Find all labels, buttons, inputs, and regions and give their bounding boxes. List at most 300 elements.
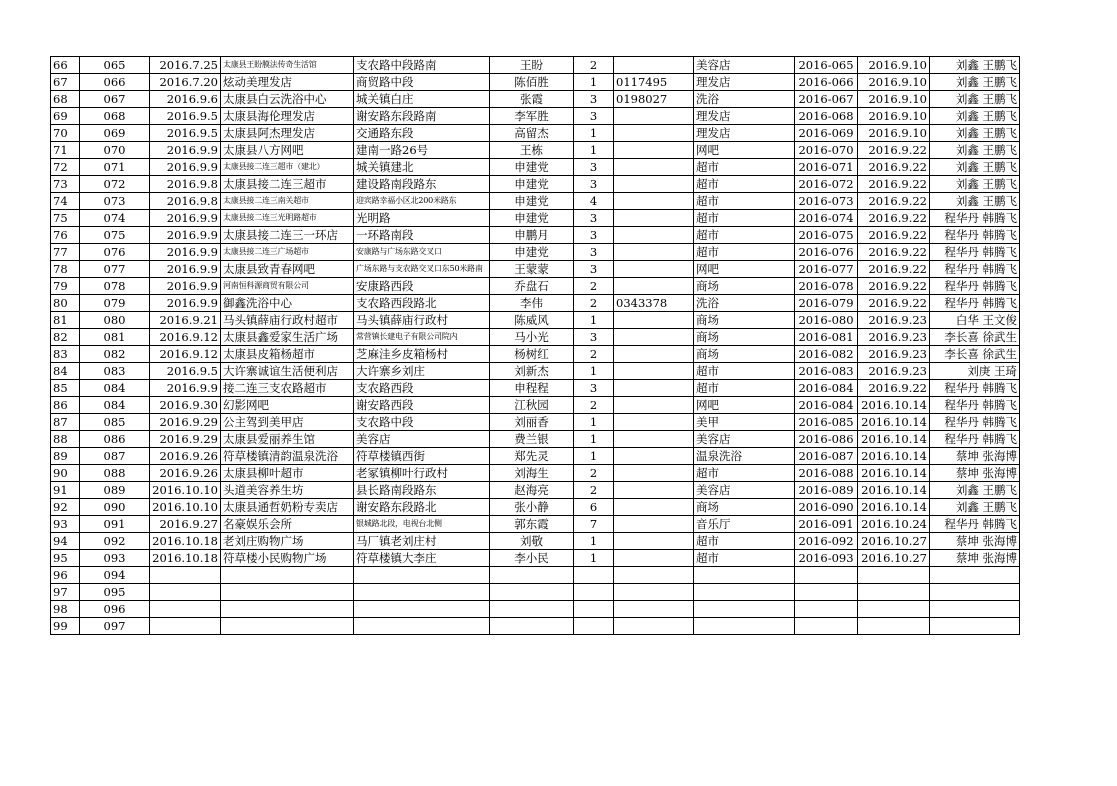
table-row: [51, 431, 1020, 448]
cell-record-number: 2016-081: [795, 329, 858, 346]
cell-serial-number: 094: [80, 567, 150, 584]
cell-license-number: [614, 346, 694, 363]
registration-table: [50, 56, 1020, 635]
cell-business-name: 太康县八方网吧: [221, 142, 354, 159]
cell-approval-date: 2016.9.22: [858, 193, 930, 210]
cell-business-name: 太康县王盼膜法传奇生活馆: [221, 57, 354, 74]
cell-inspectors: 程华丹 韩腾飞: [930, 278, 1020, 295]
cell-serial-number: 088: [80, 465, 150, 482]
cell-apply-date: 2016.9.9: [150, 142, 221, 159]
cell-business-name: 马头镇薛庙行政村超市: [221, 312, 354, 329]
cell-contact-person: 费兰银: [490, 431, 574, 448]
cell-approval-date: 2016.9.10: [858, 108, 930, 125]
cell-apply-date: [150, 618, 221, 635]
cell-approval-date: 2016.9.10: [858, 74, 930, 91]
table-row: [51, 448, 1020, 465]
cell-address: 建南一路26号: [354, 142, 490, 159]
cell-contact-person: 陈佰胜: [490, 74, 574, 91]
cell-row-number: 68: [51, 91, 80, 108]
cell-record-number: [795, 584, 858, 601]
cell-contact-person: 王栋: [490, 142, 574, 159]
cell-row-number: 71: [51, 142, 80, 159]
cell-row-number: 91: [51, 482, 80, 499]
cell-count: 1: [574, 533, 614, 550]
cell-apply-date: 2016.10.18: [150, 550, 221, 567]
cell-inspectors: 程华丹 韩腾飞: [930, 397, 1020, 414]
cell-business-name: 太康县致青春网吧: [221, 261, 354, 278]
table-row: [51, 312, 1020, 329]
cell-contact-person: 申建党: [490, 193, 574, 210]
cell-business-type: 超市: [694, 227, 795, 244]
cell-serial-number: 074: [80, 210, 150, 227]
cell-address: [354, 618, 490, 635]
cell-contact-person: 刘丽香: [490, 414, 574, 431]
cell-business-type: 商场: [694, 329, 795, 346]
cell-contact-person: [490, 584, 574, 601]
cell-address: 谢安路东段路南: [354, 108, 490, 125]
cell-business-name: 太康县接二连三一环店: [221, 227, 354, 244]
cell-apply-date: 2016.9.9: [150, 380, 221, 397]
cell-serial-number: 090: [80, 499, 150, 516]
table-row: [51, 380, 1020, 397]
cell-business-type: 超市: [694, 363, 795, 380]
cell-business-type: 美容店: [694, 482, 795, 499]
cell-count: 4: [574, 193, 614, 210]
cell-serial-number: 086: [80, 431, 150, 448]
cell-license-number: [614, 57, 694, 74]
cell-inspectors: 程华丹 韩腾飞: [930, 261, 1020, 278]
cell-apply-date: 2016.9.8: [150, 193, 221, 210]
cell-address: 商贸路中段: [354, 74, 490, 91]
cell-license-number: [614, 414, 694, 431]
cell-business-name: 符草楼小民购物广场: [221, 550, 354, 567]
cell-approval-date: 2016.10.14: [858, 465, 930, 482]
cell-serial-number: 095: [80, 584, 150, 601]
cell-apply-date: 2016.10.10: [150, 482, 221, 499]
cell-row-number: 93: [51, 516, 80, 533]
cell-row-number: 97: [51, 584, 80, 601]
cell-license-number: [614, 482, 694, 499]
cell-contact-person: [490, 567, 574, 584]
cell-record-number: 2016-073: [795, 193, 858, 210]
cell-apply-date: 2016.9.5: [150, 108, 221, 125]
cell-record-number: 2016-077: [795, 261, 858, 278]
cell-address: 迎宾路幸福小区北200米路东: [354, 193, 490, 210]
cell-approval-date: 2016.9.10: [858, 91, 930, 108]
cell-business-name: 太康县海伦理发店: [221, 108, 354, 125]
cell-address: 银城路北段，电视台北侧: [354, 516, 490, 533]
table-row: [51, 584, 1020, 601]
table-row: [51, 278, 1020, 295]
cell-record-number: 2016-088: [795, 465, 858, 482]
cell-record-number: 2016-089: [795, 482, 858, 499]
cell-record-number: [795, 567, 858, 584]
cell-license-number: [614, 448, 694, 465]
cell-row-number: 75: [51, 210, 80, 227]
cell-inspectors: 程华丹 韩腾飞: [930, 431, 1020, 448]
cell-row-number: 98: [51, 601, 80, 618]
cell-serial-number: 092: [80, 533, 150, 550]
cell-serial-number: 075: [80, 227, 150, 244]
cell-business-name: 太康县接二连三广场超市: [221, 244, 354, 261]
cell-inspectors: 程华丹 韩腾飞: [930, 295, 1020, 312]
cell-record-number: 2016-068: [795, 108, 858, 125]
table-row: [51, 125, 1020, 142]
table-row: [51, 516, 1020, 533]
cell-row-number: 74: [51, 193, 80, 210]
cell-inspectors: [930, 618, 1020, 635]
cell-serial-number: 078: [80, 278, 150, 295]
cell-address: [354, 567, 490, 584]
table-row: [51, 108, 1020, 125]
cell-apply-date: 2016.9.21: [150, 312, 221, 329]
cell-count: 2: [574, 57, 614, 74]
cell-approval-date: 2016.9.22: [858, 227, 930, 244]
cell-contact-person: 张小静: [490, 499, 574, 516]
cell-business-name: 名豪娱乐会所: [221, 516, 354, 533]
table-row: [51, 414, 1020, 431]
cell-count: 3: [574, 210, 614, 227]
cell-count: 2: [574, 295, 614, 312]
cell-business-name: 太康县通哲奶粉专卖店: [221, 499, 354, 516]
cell-approval-date: 2016.9.22: [858, 176, 930, 193]
cell-row-number: 94: [51, 533, 80, 550]
cell-approval-date: 2016.9.22: [858, 142, 930, 159]
cell-address: 安康路与广场东路交叉口: [354, 244, 490, 261]
cell-contact-person: 高留杰: [490, 125, 574, 142]
cell-approval-date: 2016.10.14: [858, 397, 930, 414]
cell-business-type: [694, 618, 795, 635]
cell-row-number: 83: [51, 346, 80, 363]
table-row: [51, 142, 1020, 159]
cell-address: 县长路南段路东: [354, 482, 490, 499]
cell-business-type: 洗浴: [694, 91, 795, 108]
cell-business-type: 商场: [694, 346, 795, 363]
cell-row-number: 87: [51, 414, 80, 431]
cell-contact-person: 郑先灵: [490, 448, 574, 465]
cell-row-number: 90: [51, 465, 80, 482]
cell-contact-person: 王盼: [490, 57, 574, 74]
cell-license-number: [614, 159, 694, 176]
cell-serial-number: 070: [80, 142, 150, 159]
cell-record-number: 2016-082: [795, 346, 858, 363]
cell-business-type: 超市: [694, 193, 795, 210]
cell-inspectors: 刘鑫 王鹏飞: [930, 74, 1020, 91]
cell-count: 7: [574, 516, 614, 533]
cell-row-number: 88: [51, 431, 80, 448]
cell-business-type: 超市: [694, 550, 795, 567]
cell-inspectors: 蔡坤 张海博: [930, 448, 1020, 465]
cell-record-number: 2016-084: [795, 380, 858, 397]
cell-serial-number: 080: [80, 312, 150, 329]
cell-inspectors: 刘庚 王琦: [930, 363, 1020, 380]
cell-approval-date: 2016.9.22: [858, 295, 930, 312]
cell-apply-date: 2016.9.26: [150, 465, 221, 482]
cell-record-number: 2016-078: [795, 278, 858, 295]
cell-inspectors: 刘鑫 王鹏飞: [930, 499, 1020, 516]
cell-contact-person: 申建党: [490, 210, 574, 227]
cell-address: 光明路: [354, 210, 490, 227]
cell-inspectors: 刘鑫 王鹏飞: [930, 142, 1020, 159]
cell-count: [574, 567, 614, 584]
cell-business-name: 炫动美理发店: [221, 74, 354, 91]
cell-inspectors: 程华丹 韩腾飞: [930, 414, 1020, 431]
cell-address: 老冢镇柳叶行政村: [354, 465, 490, 482]
cell-contact-person: 申建党: [490, 159, 574, 176]
cell-address: 芝麻洼乡皮箱杨村: [354, 346, 490, 363]
cell-apply-date: 2016.7.25: [150, 57, 221, 74]
cell-count: 1: [574, 363, 614, 380]
cell-business-name: [221, 584, 354, 601]
table-row: [51, 193, 1020, 210]
cell-inspectors: [930, 584, 1020, 601]
cell-row-number: 73: [51, 176, 80, 193]
cell-business-type: 网吧: [694, 142, 795, 159]
cell-contact-person: 马小光: [490, 329, 574, 346]
cell-record-number: 2016-065: [795, 57, 858, 74]
cell-address: 常营镇长建电子有限公司院内: [354, 329, 490, 346]
cell-count: 6: [574, 499, 614, 516]
cell-business-type: 网吧: [694, 261, 795, 278]
cell-contact-person: 乔盘石: [490, 278, 574, 295]
cell-contact-person: 李小民: [490, 550, 574, 567]
cell-row-number: 77: [51, 244, 80, 261]
cell-serial-number: 065: [80, 57, 150, 74]
cell-contact-person: 郭东霞: [490, 516, 574, 533]
cell-record-number: [795, 618, 858, 635]
cell-business-type: 音乐厅: [694, 516, 795, 533]
cell-serial-number: 069: [80, 125, 150, 142]
cell-serial-number: 066: [80, 74, 150, 91]
cell-approval-date: [858, 567, 930, 584]
cell-license-number: [614, 210, 694, 227]
cell-address: 支农路西段路北: [354, 295, 490, 312]
cell-record-number: [795, 601, 858, 618]
cell-approval-date: 2016.9.23: [858, 312, 930, 329]
cell-count: 3: [574, 176, 614, 193]
table-row: [51, 550, 1020, 567]
cell-record-number: 2016-069: [795, 125, 858, 142]
cell-count: 3: [574, 91, 614, 108]
cell-apply-date: 2016.9.29: [150, 431, 221, 448]
cell-address: [354, 601, 490, 618]
cell-record-number: 2016-070: [795, 142, 858, 159]
cell-record-number: 2016-079: [795, 295, 858, 312]
cell-business-name: [221, 567, 354, 584]
table-row: [51, 57, 1020, 74]
cell-count: 3: [574, 227, 614, 244]
cell-serial-number: 085: [80, 414, 150, 431]
cell-license-number: [614, 618, 694, 635]
cell-business-name: 太康县接二连三超市（建北）: [221, 159, 354, 176]
cell-business-name: 老刘庄购物广场: [221, 533, 354, 550]
cell-approval-date: 2016.10.27: [858, 550, 930, 567]
cell-count: 1: [574, 74, 614, 91]
cell-record-number: 2016-076: [795, 244, 858, 261]
cell-record-number: 2016-085: [795, 414, 858, 431]
table-row: [51, 533, 1020, 550]
cell-license-number: [614, 550, 694, 567]
cell-record-number: 2016-071: [795, 159, 858, 176]
cell-count: 1: [574, 431, 614, 448]
cell-approval-date: 2016.9.22: [858, 278, 930, 295]
cell-address: 一环路南段: [354, 227, 490, 244]
cell-business-name: [221, 601, 354, 618]
cell-serial-number: 067: [80, 91, 150, 108]
cell-business-name: 河南恒科源商贸有限公司: [221, 278, 354, 295]
cell-inspectors: 程华丹 韩腾飞: [930, 380, 1020, 397]
cell-inspectors: 程华丹 韩腾飞: [930, 210, 1020, 227]
cell-address: 支农路中段: [354, 414, 490, 431]
cell-address: 城关镇白庄: [354, 91, 490, 108]
cell-approval-date: 2016.9.22: [858, 244, 930, 261]
cell-address: 马头镇薛庙行政村: [354, 312, 490, 329]
cell-record-number: 2016-080: [795, 312, 858, 329]
cell-count: 3: [574, 261, 614, 278]
cell-business-name: 接二连三支农路超市: [221, 380, 354, 397]
cell-address: 符草楼镇大李庄: [354, 550, 490, 567]
cell-inspectors: 刘鑫 王鹏飞: [930, 91, 1020, 108]
cell-approval-date: 2016.10.14: [858, 448, 930, 465]
cell-address: 支农路西段: [354, 380, 490, 397]
cell-address: 城关镇建北: [354, 159, 490, 176]
cell-count: 3: [574, 159, 614, 176]
table-row: [51, 244, 1020, 261]
cell-business-type: 超市: [694, 465, 795, 482]
cell-serial-number: 087: [80, 448, 150, 465]
cell-approval-date: [858, 601, 930, 618]
cell-business-name: 太康县柳叶超市: [221, 465, 354, 482]
cell-inspectors: 刘鑫 王鹏飞: [930, 176, 1020, 193]
cell-contact-person: [490, 601, 574, 618]
cell-business-name: 太康县皮箱杨超市: [221, 346, 354, 363]
cell-inspectors: 刘鑫 王鹏飞: [930, 57, 1020, 74]
cell-approval-date: 2016.9.22: [858, 261, 930, 278]
cell-license-number: [614, 244, 694, 261]
cell-approval-date: [858, 584, 930, 601]
cell-row-number: 76: [51, 227, 80, 244]
cell-serial-number: 084: [80, 380, 150, 397]
cell-approval-date: [858, 618, 930, 635]
cell-serial-number: 068: [80, 108, 150, 125]
cell-business-type: 美容店: [694, 431, 795, 448]
cell-license-number: [614, 363, 694, 380]
cell-business-name: 太康县接二连三超市: [221, 176, 354, 193]
cell-address: 谢安路东段路北: [354, 499, 490, 516]
cell-license-number: [614, 584, 694, 601]
cell-business-name: 头道美容养生坊: [221, 482, 354, 499]
cell-record-number: 2016-093: [795, 550, 858, 567]
cell-row-number: 95: [51, 550, 80, 567]
cell-approval-date: 2016.10.27: [858, 533, 930, 550]
cell-business-type: [694, 601, 795, 618]
cell-license-number: [614, 193, 694, 210]
cell-count: 3: [574, 329, 614, 346]
cell-serial-number: 077: [80, 261, 150, 278]
cell-row-number: 67: [51, 74, 80, 91]
cell-count: 3: [574, 244, 614, 261]
cell-approval-date: 2016.9.10: [858, 125, 930, 142]
cell-apply-date: 2016.9.9: [150, 261, 221, 278]
cell-serial-number: 072: [80, 176, 150, 193]
cell-count: 2: [574, 465, 614, 482]
table-row: [51, 567, 1020, 584]
cell-apply-date: 2016.9.12: [150, 329, 221, 346]
cell-count: 2: [574, 482, 614, 499]
cell-inspectors: 蔡坤 张海博: [930, 550, 1020, 567]
cell-address: 大许寨乡刘庄: [354, 363, 490, 380]
cell-business-name: 大许寨诚谊生活便利店: [221, 363, 354, 380]
cell-row-number: 80: [51, 295, 80, 312]
table-row: [51, 176, 1020, 193]
cell-business-name: 太康县阿杰理发店: [221, 125, 354, 142]
table-row: [51, 159, 1020, 176]
cell-record-number: 2016-083: [795, 363, 858, 380]
table-row: [51, 74, 1020, 91]
cell-apply-date: [150, 584, 221, 601]
cell-record-number: 2016-090: [795, 499, 858, 516]
cell-license-number: [614, 312, 694, 329]
cell-apply-date: 2016.9.5: [150, 363, 221, 380]
table-row: [51, 465, 1020, 482]
cell-license-number: [614, 278, 694, 295]
cell-contact-person: 申鹏月: [490, 227, 574, 244]
cell-license-number: [614, 499, 694, 516]
cell-address: 支农路中段路南: [354, 57, 490, 74]
cell-apply-date: 2016.9.27: [150, 516, 221, 533]
cell-row-number: 72: [51, 159, 80, 176]
cell-count: 2: [574, 278, 614, 295]
cell-apply-date: 2016.9.9: [150, 278, 221, 295]
cell-license-number: 0117495: [614, 74, 694, 91]
cell-inspectors: 程华丹 韩腾飞: [930, 516, 1020, 533]
cell-row-number: 84: [51, 363, 80, 380]
cell-row-number: 70: [51, 125, 80, 142]
cell-business-name: 符草楼镇清韵温泉洗浴: [221, 448, 354, 465]
cell-contact-person: 申建党: [490, 176, 574, 193]
cell-row-number: 85: [51, 380, 80, 397]
cell-apply-date: 2016.10.10: [150, 499, 221, 516]
cell-business-type: 温泉洗浴: [694, 448, 795, 465]
cell-count: 3: [574, 380, 614, 397]
cell-record-number: 2016-067: [795, 91, 858, 108]
cell-business-type: 超市: [694, 533, 795, 550]
table-row: [51, 499, 1020, 516]
cell-business-name: 公主驾到美甲店: [221, 414, 354, 431]
cell-row-number: 78: [51, 261, 80, 278]
cell-business-type: 超市: [694, 380, 795, 397]
cell-license-number: [614, 176, 694, 193]
cell-serial-number: 093: [80, 550, 150, 567]
cell-license-number: [614, 516, 694, 533]
cell-approval-date: 2016.9.10: [858, 57, 930, 74]
cell-row-number: 81: [51, 312, 80, 329]
cell-inspectors: 白华 王文俊: [930, 312, 1020, 329]
table-row: [51, 91, 1020, 108]
cell-record-number: 2016-066: [795, 74, 858, 91]
cell-business-type: 超市: [694, 210, 795, 227]
cell-license-number: [614, 567, 694, 584]
cell-record-number: 2016-086: [795, 431, 858, 448]
cell-inspectors: 刘鑫 王鹏飞: [930, 108, 1020, 125]
cell-count: 1: [574, 312, 614, 329]
cell-count: 1: [574, 414, 614, 431]
cell-row-number: 92: [51, 499, 80, 516]
cell-inspectors: 刘鑫 王鹏飞: [930, 125, 1020, 142]
cell-row-number: 82: [51, 329, 80, 346]
cell-license-number: [614, 329, 694, 346]
cell-business-name: 太康县爱丽养生馆: [221, 431, 354, 448]
